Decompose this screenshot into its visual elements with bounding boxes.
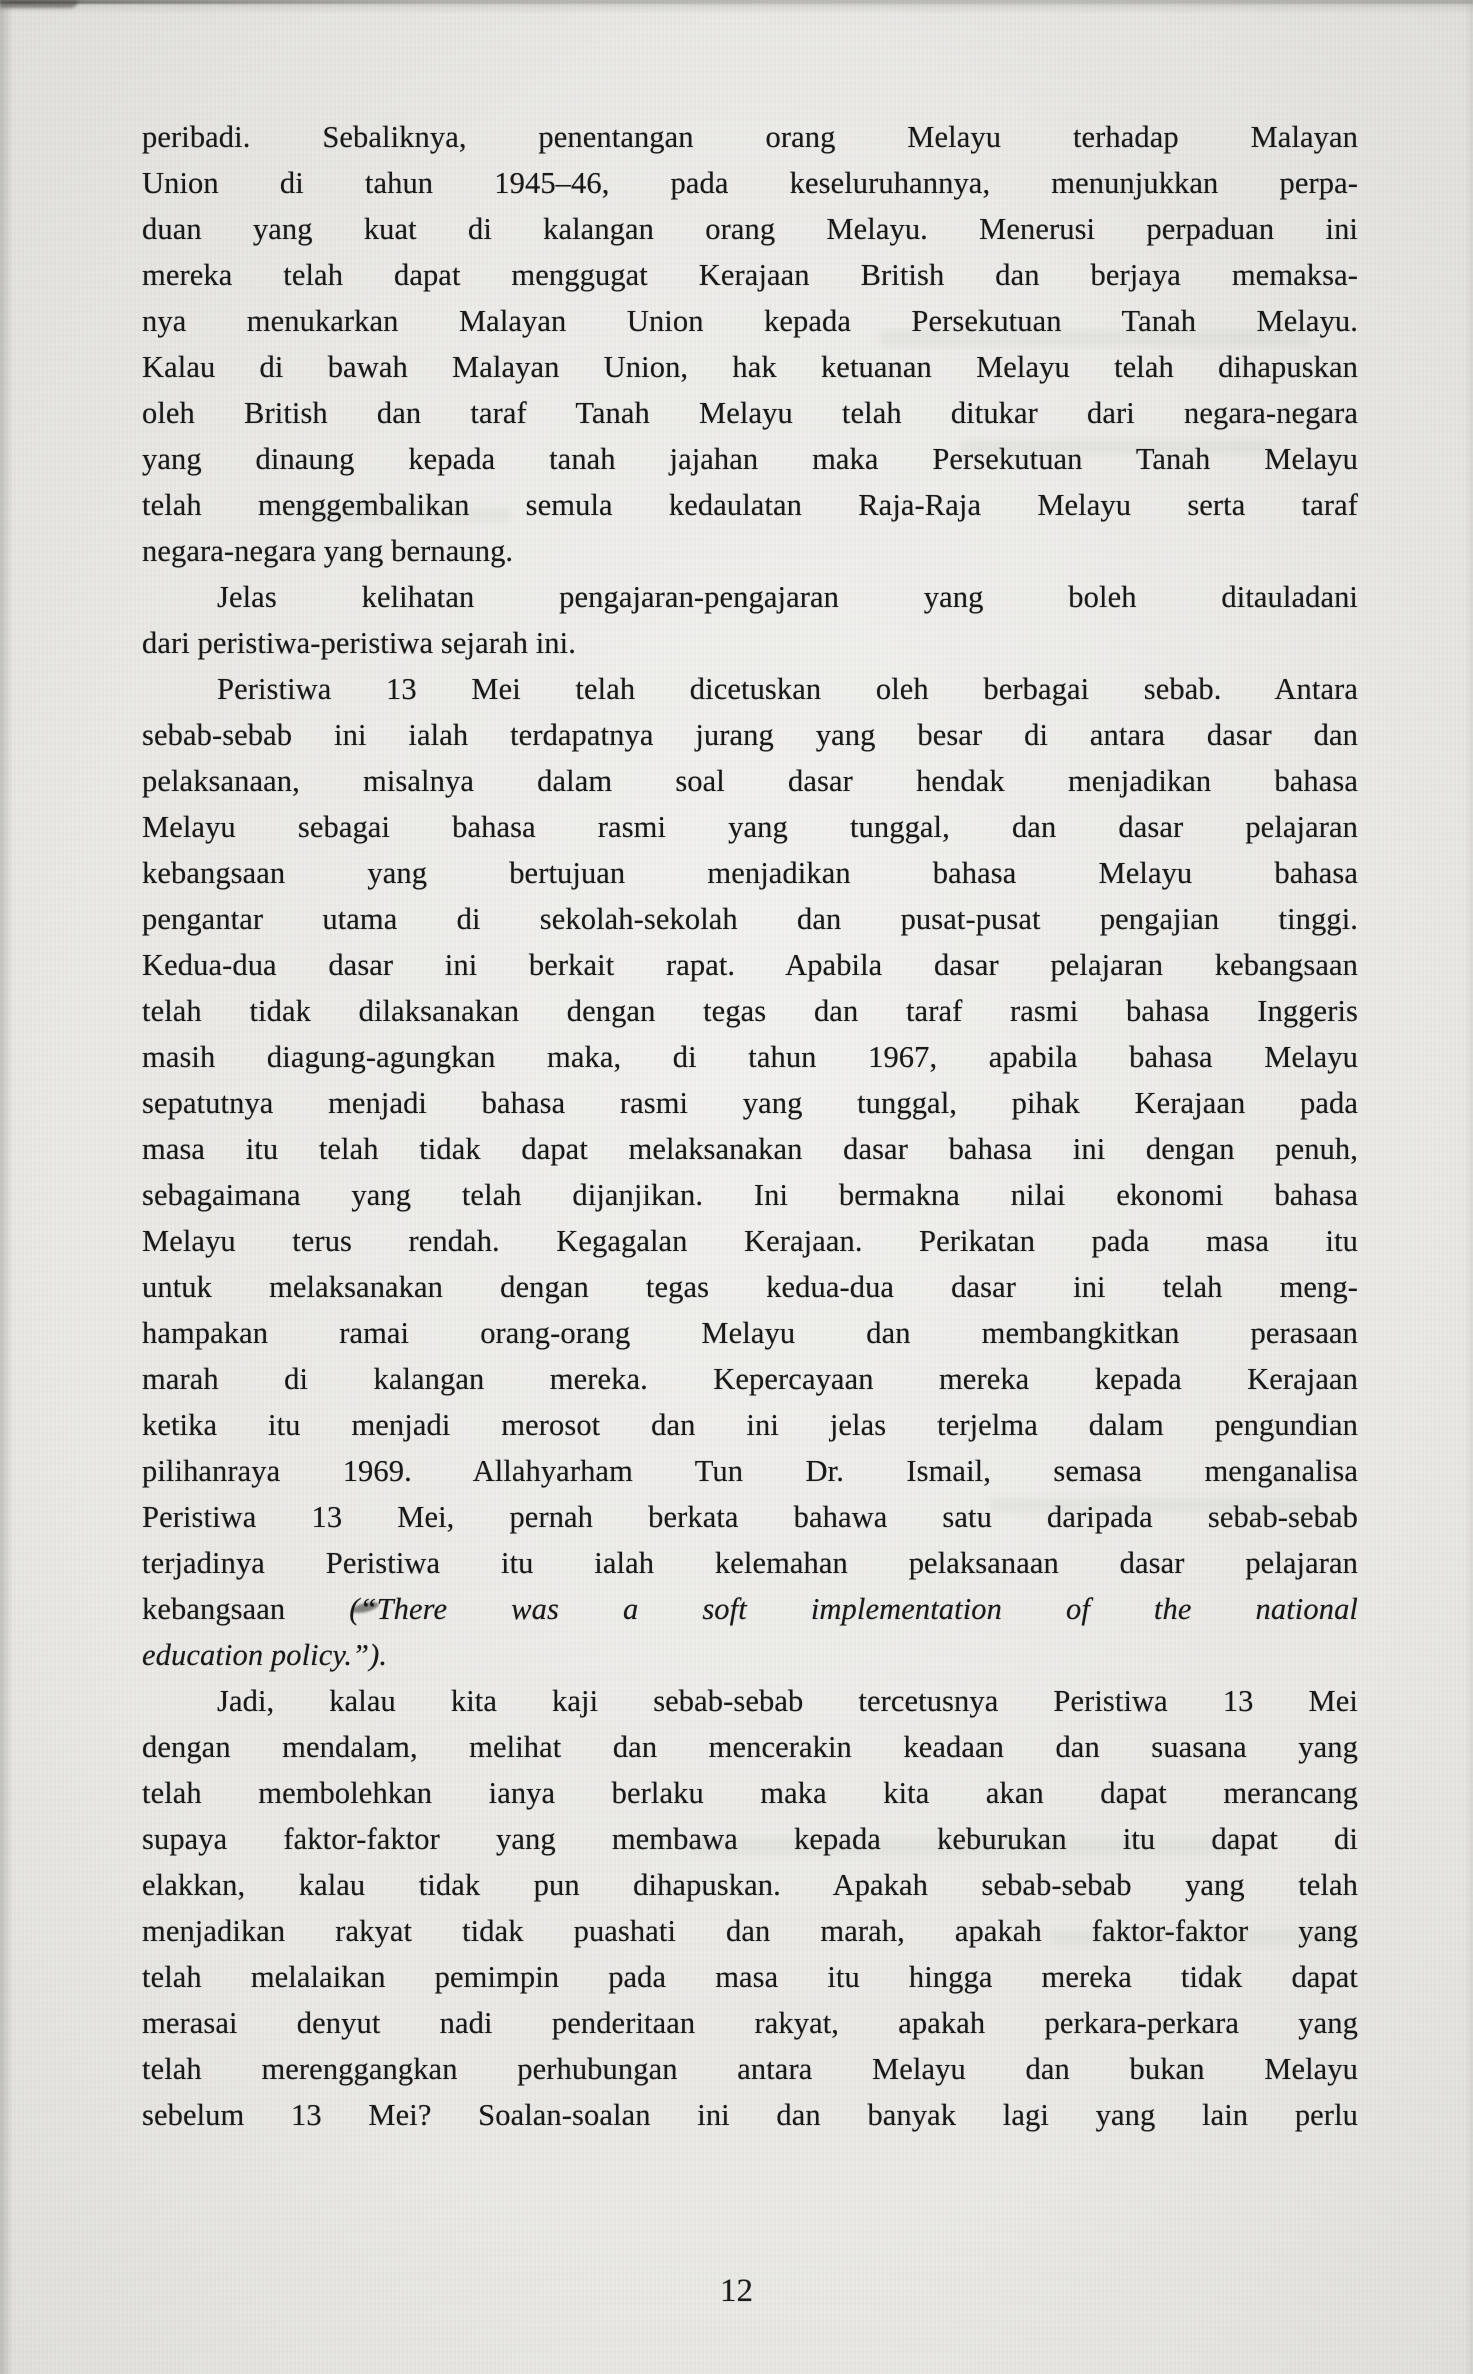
paragraph (142, 666, 1358, 1678)
text-line: masih diagung-agungkan maka, di tahun 1967, apabila bahasa Melayu (142, 1040, 1358, 1074)
text-line: Melayu terus rendah. Kegagalan Kerajaan. Perikatan pada masa itu (142, 1224, 1358, 1258)
text-line: pilihanraya 1969. Allahyarham Tun Dr. Ismail, semasa menganalisa (142, 1454, 1358, 1488)
text-line: Peristiwa 13 Mei, pernah berkata bahawa satu daripada sebab-sebab (142, 1500, 1358, 1534)
text-line: elakkan, kalau tidak pun dihapuskan. Apakah sebab-sebab yang telah (142, 1868, 1358, 1902)
text-line: terjadinya Peristiwa itu ialah kelemahan pelaksanaan dasar pelajaran (142, 1546, 1358, 1580)
text-line: sebagaimana yang telah dijanjikan. Ini bermakna nilai ekonomi bahasa (142, 1178, 1358, 1212)
text-line: Kedua-dua dasar ini berkait rapat. Apabila dasar pelajaran kebangsaan (142, 948, 1358, 982)
text-line: menjadikan rakyat tidak puashati dan marah, apakah faktor-faktor yang (142, 1914, 1358, 1948)
text-line: pengantar utama di sekolah-sekolah dan pusat-pusat pengajian tinggi. (142, 902, 1358, 936)
scan-left-edge (0, 0, 13, 2374)
text-line: pelaksanaan, misalnya dalam soal dasar hendak menjadikan bahasa (142, 764, 1358, 798)
text-line: supaya faktor-faktor yang membawa kepada keburukan itu dapat di (142, 1822, 1358, 1856)
text-line: peribadi. Sebaliknya, penentangan orang Melayu terhadap Malayan (142, 120, 1358, 154)
text-line: Kalau di bawah Malayan Union, hak ketuanan Melayu telah dihapuskan (142, 350, 1358, 384)
text-line: kebangsaan yang bertujuan menjadikan bahasa Melayu bahasa (142, 856, 1358, 890)
text-line: untuk melaksanakan dengan tegas kedua-dua dasar ini telah meng- (142, 1270, 1358, 1304)
paragraph (142, 114, 1358, 574)
text-line: Melayu sebagai bahasa rasmi yang tunggal, dan dasar pelajaran (142, 810, 1358, 844)
text-line: oleh British dan taraf Tanah Melayu telah ditukar dari negara-negara (142, 396, 1358, 430)
text-line: telah merenggangkan perhubungan antara Melayu dan bukan Melayu (142, 2052, 1358, 2086)
text-line: Jelas kelihatan pengajaran-pengajaran yang boleh ditauladani (217, 580, 1358, 614)
text-line: telah tidak dilaksanakan dengan tegas dan taraf rasmi bahasa Inggeris (142, 994, 1358, 1028)
text-line: dari peristiwa-peristiwa sejarah ini. (142, 626, 576, 660)
text-line: duan yang kuat di kalangan orang Melayu. Menerusi perpaduan ini (142, 212, 1358, 246)
text-line: dengan mendalam, melihat dan mencerakin keadaan dan suasana yang (142, 1730, 1358, 1764)
text-line: negara-negara yang bernaung. (142, 534, 514, 568)
text-line: nya menukarkan Malayan Union kepada Persekutuan Tanah Melayu. (142, 304, 1358, 338)
text-line: sebab-sebab ini ialah terdapatnya jurang yang besar di antara dasar dan (142, 718, 1358, 752)
page-number: 12 (720, 2273, 753, 2309)
text-line: ketika itu menjadi merosot dan ini jelas terjelma dalam pengundian (142, 1408, 1358, 1442)
text-line: Peristiwa 13 Mei telah dicetuskan oleh berbagai sebab. Antara (217, 672, 1358, 706)
text-line: telah menggembalikan semula kedaulatan Raja-Raja Melayu serta taraf (142, 488, 1358, 522)
text-line: marah di kalangan mereka. Kepercayaan mereka kepada Kerajaan (142, 1362, 1358, 1396)
text-line: telah melalaikan pemimpin pada masa itu hingga mereka tidak dapat (142, 1960, 1358, 1994)
paragraph (142, 1678, 1358, 2138)
text-line: kebangsaan (“There was a soft implementation of the national (142, 1592, 1358, 1626)
paragraph (142, 574, 1358, 666)
text-line: merasai denyut nadi penderitaan rakyat, apakah perkara-perkara yang (142, 2006, 1358, 2040)
text-line: Union di tahun 1945–46, pada keseluruhannya, menunjukkan perpa- (142, 166, 1358, 200)
text-line: mereka telah dapat menggugat Kerajaan British dan berjaya memaksa- (142, 258, 1358, 292)
scan-top-edge (0, 0, 1473, 4)
text-block (142, 114, 1358, 2138)
text-line: education policy.”). (142, 1638, 388, 1672)
text-line: yang dinaung kepada tanah jajahan maka Persekutuan Tanah Melayu (142, 442, 1358, 476)
text-line: hampakan ramai orang-orang Melayu dan membangkitkan perasaan (142, 1316, 1358, 1350)
scan-right-edge (1465, 0, 1473, 2374)
text-line: sepatutnya menjadi bahasa rasmi yang tunggal, pihak Kerajaan pada (142, 1086, 1358, 1120)
text-line: sebelum 13 Mei? Soalan-soalan ini dan banyak lagi yang lain perlu (142, 2098, 1358, 2132)
text-line: Jadi, kalau kita kaji sebab-sebab tercetusnya Peristiwa 13 Mei (217, 1684, 1358, 1718)
text-line: telah membolehkan ianya berlaku maka kita akan dapat merancang (142, 1776, 1358, 1810)
text-line: masa itu telah tidak dapat melaksanakan dasar bahasa ini dengan penuh, (142, 1132, 1358, 1166)
